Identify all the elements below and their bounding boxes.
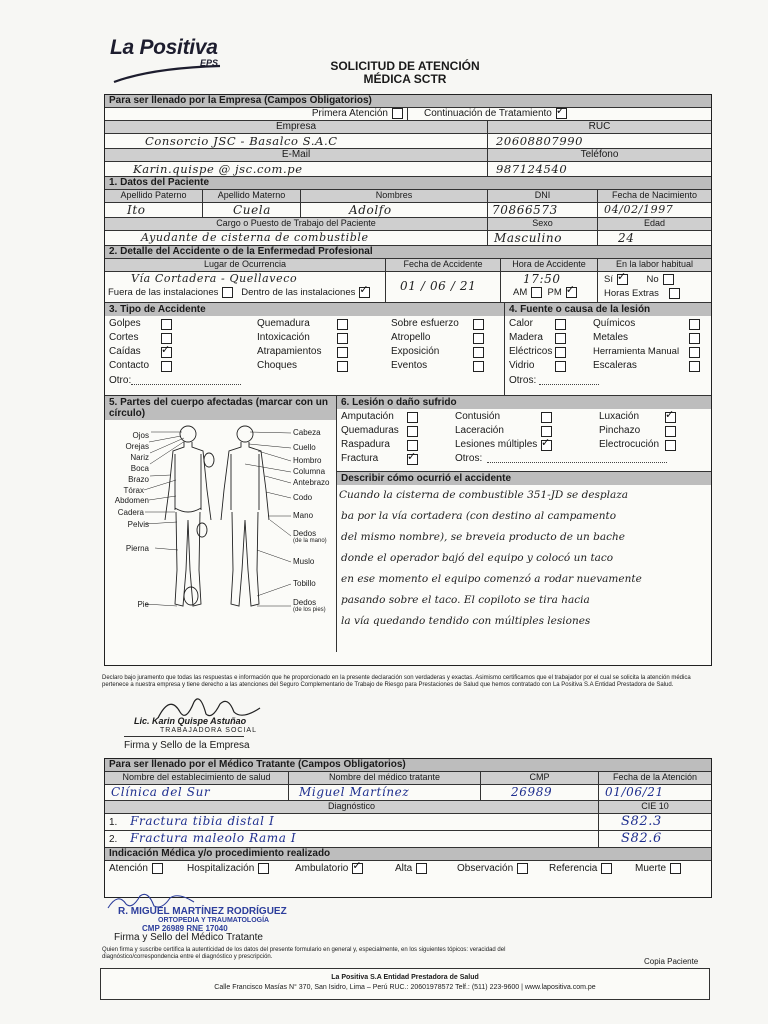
empresa-label: Empresa bbox=[105, 121, 488, 133]
hora-accidente-value[interactable]: 17:50 bbox=[523, 272, 561, 286]
tipo-accidente-label: 3. Tipo de Accidente bbox=[105, 303, 504, 316]
am-pm-options bbox=[513, 287, 577, 298]
primera-atencion bbox=[105, 108, 408, 120]
body-diagram bbox=[105, 420, 336, 650]
nombres-value[interactable]: Adolfo bbox=[301, 203, 488, 217]
lesion-raspadura-label: Raspadura bbox=[341, 439, 390, 450]
diagnostico-header-row bbox=[105, 801, 711, 814]
body-label-left[interactable]: Ojos bbox=[132, 431, 149, 440]
fecha-atencion-label: Fecha de la Atención bbox=[612, 772, 698, 782]
fuente-madera-label: Madera bbox=[509, 332, 543, 343]
ruc-label: RUC bbox=[588, 121, 611, 132]
tipo-caidas-label: Caídas bbox=[109, 346, 141, 357]
cargo-value-row bbox=[105, 231, 711, 246]
indicacion-option-label: Alta bbox=[395, 863, 413, 875]
body-label-right[interactable]: Codo bbox=[293, 493, 313, 502]
tipo-caidas-checkbox[interactable] bbox=[161, 347, 172, 358]
horas-extras-option bbox=[604, 288, 680, 299]
continuacion-label: Continuación de Tratamiento bbox=[424, 108, 552, 120]
am-label: AM bbox=[513, 287, 528, 299]
firma-empresa-label: Firma y Sello de la Empresa bbox=[124, 740, 250, 751]
patient-section-header bbox=[105, 177, 711, 190]
empresa-header-row bbox=[105, 121, 711, 134]
hora-accidente-cell bbox=[501, 272, 598, 302]
lesion-amputacion-checkbox[interactable] bbox=[407, 412, 418, 423]
indicacion-option-label: Atención bbox=[109, 863, 148, 875]
medico-header-row bbox=[105, 772, 711, 785]
body-label-left[interactable]: Boca bbox=[130, 464, 149, 473]
lugar-cell bbox=[105, 272, 386, 302]
nombres-label: Nombres bbox=[301, 190, 488, 202]
tipo-intoxicacion-label: Intoxicación bbox=[257, 332, 310, 343]
tipo-atrapamientos-checkbox[interactable] bbox=[337, 347, 348, 358]
indicacion-options bbox=[105, 861, 711, 877]
medico-value-row bbox=[105, 785, 711, 801]
body-label-right[interactable]: Antebrazo bbox=[293, 478, 330, 487]
fuente-metales-checkbox[interactable] bbox=[689, 333, 700, 344]
diagnostico-row-2 bbox=[105, 831, 711, 848]
tipo-choques-checkbox[interactable] bbox=[337, 361, 348, 372]
no-checkbox[interactable] bbox=[663, 274, 674, 285]
medico-nombre-value[interactable]: Miguel Martínez bbox=[289, 785, 481, 800]
lesion-electrocucion-label: Electrocución bbox=[599, 439, 660, 450]
accident-value-row bbox=[105, 272, 711, 303]
lesion-contusion-label: Contusión bbox=[455, 411, 501, 422]
stamp-spec: ORTOPEDIA Y TRAUMATOLOGÍA bbox=[158, 917, 270, 924]
lesion-multiples-checkbox[interactable] bbox=[541, 440, 552, 451]
indicacion-label: Indicación Médica y/o procedimiento realizado bbox=[109, 848, 331, 859]
am-checkbox[interactable] bbox=[531, 287, 542, 298]
si-label: Sí bbox=[604, 274, 613, 286]
cie-label: CIE 10 bbox=[641, 801, 669, 811]
body-label-left[interactable]: Pie bbox=[137, 600, 149, 609]
cargo-label: Cargo o Puesto de Trabajo del Paciente bbox=[105, 218, 488, 230]
horas-extras-checkbox[interactable] bbox=[669, 288, 680, 299]
lesion-grid bbox=[337, 409, 711, 472]
dni-value[interactable]: 70866573 bbox=[488, 203, 598, 217]
apellido-materno-value[interactable]: Cuela bbox=[203, 203, 301, 217]
fecha-nacimiento-value[interactable]: 04/02/1997 bbox=[604, 203, 674, 216]
footer-address: Calle Francisco Masías N° 370, San Isidro, Lima – Perú RUC.: 20601978572 Telf.: (511) 223-9600 | www.lapositiva.com.pe bbox=[214, 984, 596, 991]
descripcion-line: donde el operador bajó del equipo y colocó un taco bbox=[341, 552, 614, 564]
diagnostico-2-cell bbox=[105, 831, 599, 847]
fuera-checkbox[interactable] bbox=[222, 287, 233, 298]
apellido-paterno-value[interactable]: Ito bbox=[105, 203, 203, 217]
body-label-left[interactable]: Orejas bbox=[125, 442, 149, 451]
fuente-vidrio-label: Vidrio bbox=[509, 360, 535, 371]
lesion-fractura-label: Fractura bbox=[341, 453, 379, 464]
diagnostico-label: Diagnóstico bbox=[105, 801, 599, 813]
tipo-quemadura-label: Quemadura bbox=[257, 318, 310, 329]
signer-name: Lic. Karin Quispe Astuñao bbox=[134, 716, 247, 726]
indicacion-option bbox=[295, 863, 363, 874]
tipo-otro-line[interactable] bbox=[131, 384, 241, 385]
cmp-label: CMP bbox=[481, 772, 599, 784]
tipo-fuente-row bbox=[105, 303, 711, 396]
descripcion-label: Describir cómo ocurrió el accidente bbox=[337, 472, 711, 485]
fuente-label: 4. Fuente o causa de la lesión bbox=[505, 303, 711, 316]
tipo-sobre-esfuerzo-checkbox[interactable] bbox=[473, 319, 484, 330]
body-label-right[interactable]: Hombro bbox=[293, 456, 322, 465]
sexo-value[interactable]: Masculino bbox=[488, 231, 598, 245]
lesion-otros-label: Otros: bbox=[455, 453, 483, 464]
indicacion-option bbox=[187, 863, 269, 874]
no-label: No bbox=[646, 274, 659, 286]
labor-habitual-label: En la labor habitual bbox=[615, 259, 694, 269]
body-label-left[interactable]: Cadera bbox=[117, 508, 144, 517]
body-label-left[interactable]: Tórax bbox=[123, 486, 144, 495]
indicacion-option-label: Observación bbox=[457, 863, 514, 875]
edad-value[interactable]: 24 bbox=[618, 231, 635, 245]
cie-2-value[interactable]: S82.6 bbox=[621, 831, 662, 846]
establecimiento-value[interactable]: Clínica del Sur bbox=[105, 785, 289, 800]
body-label-right[interactable]: Dedos bbox=[293, 529, 317, 538]
lesion-label: 6. Lesión o daño sufrido bbox=[337, 396, 711, 409]
body-label-right: (de la mano) bbox=[293, 538, 327, 544]
signer-role: TRABAJADORA SOCIAL bbox=[160, 727, 257, 734]
lesion-electrocucion-checkbox[interactable] bbox=[665, 440, 676, 451]
indicacion-option-checkbox[interactable] bbox=[152, 863, 163, 874]
descripcion-line: ba por la vía cortadera (con destino al campamento bbox=[341, 510, 617, 522]
indicacion-option-label: Referencia bbox=[549, 863, 598, 875]
establecimiento-label: Nombre del establecimiento de salud bbox=[105, 772, 289, 784]
medico-stamp bbox=[118, 906, 287, 933]
lesion-fractura-checkbox[interactable] bbox=[407, 454, 418, 465]
title-line-1: SOLICITUD DE ATENCIÓN bbox=[330, 59, 480, 73]
fuente-electricos-label: Eléctricos bbox=[509, 346, 553, 357]
dni-label: DNI bbox=[488, 190, 598, 202]
diagnostico-2-value[interactable]: Fractura maleolo Rama I bbox=[130, 831, 297, 845]
sexo-label: Sexo bbox=[488, 218, 598, 230]
email-value[interactable]: Karin.quispe @ jsc.com.pe bbox=[105, 162, 488, 176]
fuente-otros-label: Otros: bbox=[509, 375, 537, 386]
accident-section-header bbox=[105, 246, 711, 259]
indicacion-option-label: Muerte bbox=[635, 863, 667, 875]
title-line-2: MÉDICA SCTR bbox=[363, 72, 447, 86]
apellido-materno-label: Apellido Materno bbox=[203, 190, 301, 202]
footer-company: La Positiva S.A Entidad Prestadora de Salud bbox=[331, 974, 479, 981]
fuente-quimicos-label: Químicos bbox=[593, 318, 636, 329]
fuente-electricos-checkbox[interactable] bbox=[555, 347, 566, 358]
copia-paciente-label: Copia Paciente bbox=[644, 957, 699, 966]
diagnostico-row-1 bbox=[105, 814, 711, 831]
edad-label: Edad bbox=[643, 218, 666, 228]
indicacion-option bbox=[635, 863, 681, 874]
hora-accidente-label: Hora de Accidente bbox=[501, 259, 598, 271]
tipo-contacto-label: Contacto bbox=[109, 360, 150, 371]
tipo-eventos-label: Eventos bbox=[391, 360, 428, 371]
attention-type-row bbox=[105, 108, 711, 121]
lesion-laceracion-label: Laceración bbox=[455, 425, 504, 436]
horas-extras-label: Horas Extras bbox=[604, 288, 659, 300]
fuente-herramienta-label: Herramienta Manual bbox=[593, 346, 680, 357]
email-value-row bbox=[105, 162, 711, 177]
diagnostico-2-number: 2. bbox=[109, 834, 118, 845]
firma-empresa-line bbox=[124, 736, 244, 737]
indicacion-header-row bbox=[105, 848, 711, 861]
fuente-metales-label: Metales bbox=[593, 332, 629, 343]
lesion-pinchazo-checkbox[interactable] bbox=[665, 426, 676, 437]
email-header-row bbox=[105, 149, 711, 162]
partes-lesion-row bbox=[105, 396, 711, 652]
primera-atencion-label: Primera Atención bbox=[311, 108, 388, 120]
body-label-left[interactable]: Pelvis bbox=[127, 520, 149, 529]
pm-label: PM bbox=[547, 287, 562, 299]
fuente-quimicos-checkbox[interactable] bbox=[689, 319, 700, 330]
cargo-value[interactable]: Ayudante de cisterna de combustible bbox=[105, 231, 488, 245]
fuente-calor-label: Calor bbox=[509, 318, 533, 329]
tipo-eventos-checkbox[interactable] bbox=[473, 361, 484, 372]
diagnostico-1-number: 1. bbox=[109, 817, 118, 828]
continuacion bbox=[408, 108, 711, 120]
cargo-header-row bbox=[105, 218, 711, 231]
descripcion-line: en ese momento el equipo comenzó a rodar nuevamente bbox=[341, 573, 642, 585]
tipo-atropello-checkbox[interactable] bbox=[473, 333, 484, 344]
lesion-otros-line[interactable] bbox=[487, 462, 667, 463]
tipo-contacto-checkbox[interactable] bbox=[161, 361, 172, 372]
continuacion-checkbox[interactable] bbox=[556, 108, 567, 119]
cie-1-value[interactable]: S82.3 bbox=[621, 814, 662, 829]
medico-nombre-label: Nombre del médico tratante bbox=[289, 772, 481, 784]
descripcion-line: la vía quedando tendido con múltiples lesiones bbox=[341, 615, 591, 627]
logo-sub: EPS bbox=[200, 58, 219, 68]
tipo-atrapamientos-label: Atrapamientos bbox=[257, 346, 322, 357]
medico-section bbox=[104, 758, 712, 898]
fuente-madera-checkbox[interactable] bbox=[555, 333, 566, 344]
fecha-accidente-label: Fecha de Accidente bbox=[386, 259, 501, 271]
lesion-contusion-checkbox[interactable] bbox=[541, 412, 552, 423]
fuente-calor-checkbox[interactable] bbox=[555, 319, 566, 330]
tipo-golpes-checkbox[interactable] bbox=[161, 319, 172, 330]
fecha-accidente-value[interactable]: 01 / 06 / 21 bbox=[400, 279, 477, 293]
si-checkbox[interactable] bbox=[617, 274, 628, 285]
indicacion-option bbox=[395, 863, 427, 874]
lugar-value[interactable]: Vía Cortadera - Quellaveco bbox=[131, 272, 298, 285]
tipo-exposicion-label: Exposición bbox=[391, 346, 440, 357]
tipo-exposicion-checkbox[interactable] bbox=[473, 347, 484, 358]
fuente-vidrio-checkbox[interactable] bbox=[555, 361, 566, 372]
pm-checkbox[interactable] bbox=[566, 287, 577, 298]
body-label-right[interactable]: Muslo bbox=[293, 557, 315, 566]
fuera-label: Fuera de las instalaciones bbox=[108, 287, 219, 299]
indicacion-option-checkbox[interactable] bbox=[258, 863, 269, 874]
fuente-otros-line[interactable] bbox=[539, 384, 599, 385]
company-section-header bbox=[105, 95, 711, 108]
email-label: E-Mail bbox=[105, 149, 488, 161]
indicacion-option bbox=[457, 863, 528, 874]
indicacion-option-checkbox[interactable] bbox=[416, 863, 427, 874]
logo-text: La Positiva bbox=[110, 36, 218, 59]
body-label-right[interactable]: Cuello bbox=[293, 443, 316, 452]
fuente-cell bbox=[505, 303, 711, 395]
fuente-herramienta-checkbox[interactable] bbox=[689, 347, 700, 358]
partes-cuerpo-cell bbox=[105, 396, 337, 652]
patient-value-row bbox=[105, 203, 711, 218]
lesion-pinchazo-label: Pinchazo bbox=[599, 425, 641, 436]
descripcion-line: del mismo nombre), se breveia producto de un bache bbox=[341, 531, 625, 543]
company-section bbox=[104, 94, 712, 666]
fuente-escaleras-checkbox[interactable] bbox=[689, 361, 700, 372]
fecha-nacimiento-label: Fecha de Nacimiento bbox=[611, 190, 698, 200]
body-label-right[interactable]: Mano bbox=[293, 511, 314, 520]
stamp-cmp: CMP 26989 RNE 17040 bbox=[142, 924, 228, 933]
fuente-grid bbox=[505, 316, 711, 394]
declaracion-text: Declaro bajo juramento que todas las respuestas e información que he proporcionado en la presente declaración son verdaderas y exactas. Asimismo certificamos que el trabajador por el cual se solicita la atención médica pertenece a nuestra empresa y tiene derecho a las atenciones del Seguro Complementario de Trabajo de Riesgo para Prestaciones de Salud que hemos contratado con La Positiva S.A Entidad Prestadora de Salud. bbox=[102, 675, 691, 688]
body-label-right[interactable]: Columna bbox=[293, 467, 326, 476]
fecha-accidente-cell bbox=[386, 272, 501, 302]
lesion-luxacion-checkbox[interactable] bbox=[665, 412, 676, 423]
body-label-left[interactable]: Abdomen bbox=[114, 496, 149, 505]
tipo-choques-label: Choques bbox=[257, 360, 298, 371]
firma-medico-label: Firma y Sello del Médico Tratante bbox=[114, 932, 263, 943]
patient-header-row bbox=[105, 190, 711, 203]
lesion-luxacion-label: Luxación bbox=[599, 411, 640, 422]
tipo-atropello-label: Atropello bbox=[391, 332, 431, 343]
tipo-otro-label: Otro: bbox=[109, 375, 132, 386]
tipo-accidente-cell bbox=[105, 303, 505, 395]
stamp-name: R. MIGUEL MARTÍNEZ RODRÍGUEZ bbox=[118, 906, 287, 917]
page-title bbox=[300, 60, 510, 86]
body-label-right[interactable]: Tobillo bbox=[293, 579, 316, 588]
indicacion-option bbox=[109, 863, 163, 874]
descripcion-line: pasando sobre el taco. El copiloto se tira hacia bbox=[341, 594, 590, 606]
tipo-sobre-esfuerzo-label: Sobre esfuerzo bbox=[391, 318, 459, 329]
certificacion-text: Quien firma y suscribe certifica la autenticidad de los datos del presente formulario en general y, especialmente, en los siguientes tópicos: veracidad del diagnóstico/correspondencia entre el diagnóstico y prescripción. bbox=[102, 947, 506, 960]
body-label-right[interactable]: Cabeza bbox=[293, 428, 321, 437]
fuente-escaleras-label: Escaleras bbox=[593, 360, 637, 371]
accident-section-label: 2. Detalle del Accidente o de la Enfermedad Profesional bbox=[109, 246, 373, 257]
empresa-value-row bbox=[105, 134, 711, 149]
cmp-value[interactable]: 26989 bbox=[481, 785, 599, 800]
dentro-checkbox[interactable] bbox=[359, 287, 370, 298]
telefono-value[interactable]: 987124540 bbox=[496, 162, 568, 176]
diagnostico-1-value[interactable]: Fractura tibia distal I bbox=[130, 814, 275, 828]
descripcion-line: Cuando la cisterna de combustible 351-JD se desplaza bbox=[339, 489, 629, 501]
descripcion-text[interactable] bbox=[337, 485, 711, 652]
tipo-intoxicacion-checkbox[interactable] bbox=[337, 333, 348, 344]
body-label-left[interactable]: Pierna bbox=[125, 544, 149, 553]
lesion-descripcion-cell bbox=[337, 396, 711, 652]
indicacion-option-checkbox[interactable] bbox=[352, 863, 363, 874]
indicacion-option-checkbox[interactable] bbox=[670, 863, 681, 874]
lesion-quemaduras-checkbox[interactable] bbox=[407, 426, 418, 437]
body-label-right[interactable]: Dedos bbox=[293, 598, 317, 607]
tipo-golpes-label: Golpes bbox=[109, 318, 141, 329]
footer bbox=[100, 968, 710, 1000]
indicacion-option-checkbox[interactable] bbox=[601, 863, 612, 874]
body-label-right: (de los pies) bbox=[293, 607, 326, 613]
ubicacion-options bbox=[108, 287, 370, 298]
labor-habitual-cell bbox=[598, 272, 711, 302]
primera-atencion-checkbox[interactable] bbox=[392, 108, 403, 119]
tipo-quemadura-checkbox[interactable] bbox=[337, 319, 348, 330]
indicacion-option-label: Ambulatorio bbox=[295, 863, 349, 875]
telefono-label: Teléfono bbox=[580, 149, 619, 160]
body-label-left[interactable]: Brazo bbox=[128, 475, 149, 484]
partes-cuerpo-label: 5. Partes del cuerpo afectadas (marcar con un círculo) bbox=[105, 396, 336, 420]
diagnostico-1-cell bbox=[105, 814, 599, 830]
empresa-value[interactable]: Consorcio JSC - Basalco S.A.C bbox=[105, 134, 488, 148]
lesion-amputacion-label: Amputación bbox=[341, 411, 394, 422]
indicacion-option bbox=[549, 863, 612, 874]
si-no-options bbox=[604, 274, 674, 285]
lesion-multiples-label: Lesiones múltiples bbox=[455, 439, 538, 450]
body-label-left[interactable]: Nariz bbox=[130, 453, 149, 462]
company-section-label: Para ser llenado por la Empresa (Campos Obligatorios) bbox=[109, 95, 372, 106]
tipo-cortes-label: Cortes bbox=[109, 332, 139, 343]
fecha-atencion-value[interactable]: 01/06/21 bbox=[605, 785, 664, 799]
lugar-label: Lugar de Ocurrencia bbox=[105, 259, 386, 271]
indicacion-option-checkbox[interactable] bbox=[517, 863, 528, 874]
lesion-quemaduras-label: Quemaduras bbox=[341, 425, 399, 436]
ruc-value[interactable]: 20608807990 bbox=[496, 134, 584, 148]
accident-header-row bbox=[105, 259, 711, 272]
indicacion-option-label: Hospitalización bbox=[187, 863, 255, 875]
medico-section-header bbox=[105, 759, 711, 772]
patient-section-label: 1. Datos del Paciente bbox=[109, 177, 210, 188]
tipo-accidente-grid bbox=[105, 316, 504, 394]
dentro-label: Dentro de las instalaciones bbox=[241, 287, 356, 299]
medico-section-label: Para ser llenado por el Médico Tratante (Campos Obligatorios) bbox=[109, 759, 406, 770]
apellido-paterno-label: Apellido Paterno bbox=[105, 190, 203, 202]
